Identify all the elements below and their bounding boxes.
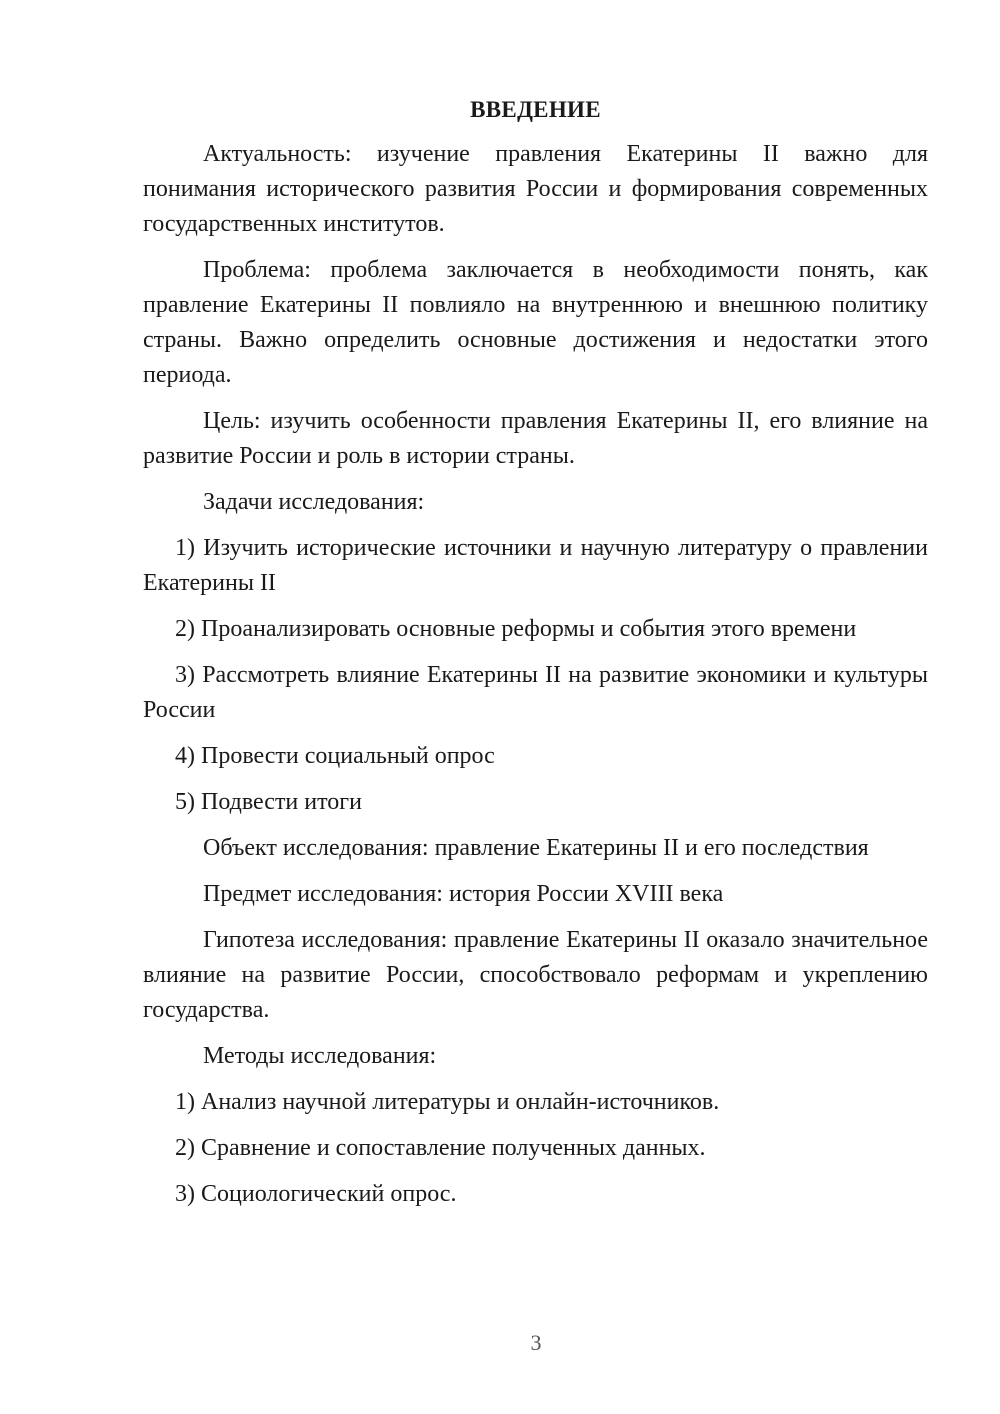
method-item-1: 1) Анализ научной литературы и онлайн-источников.: [175, 1089, 720, 1115]
task-item-3: 3) Рассмотреть влияние Екатерины II на развитие экономики и культуры России: [143, 662, 928, 723]
task-item-5: 5) Подвести итоги: [175, 789, 362, 815]
paragraph-goal: Цель: изучить особенности правления Екатерины II, его влияние на развитие России и роль в истории страны.: [143, 408, 928, 469]
task-item-4: 4) Провести социальный опрос: [175, 743, 495, 769]
document-page: [143, 92, 928, 1223]
paragraph-tasks-heading: Задачи исследования:: [203, 489, 425, 515]
task-item-2: 2) Проанализировать основные реформы и события этого времени: [175, 616, 857, 642]
paragraph-object: Объект исследования: правление Екатерины II и его последствия: [203, 835, 869, 861]
section-title: ВВЕДЕНИЕ: [470, 97, 601, 122]
paragraph-problem: Проблема: проблема заключается в необходимости понять, как правление Екатерины II повлияло на внутреннюю и внешнюю политику страны. Важно определить основные достижения и недостатки этого периода.: [143, 257, 928, 388]
method-item-2: 2) Сравнение и сопоставление полученных данных.: [175, 1135, 706, 1161]
method-item-3: 3) Социологический опрос.: [175, 1181, 457, 1207]
task-item-1: 1) Изучить исторические источники и научную литературу о правлении Екатерины II: [143, 535, 928, 596]
paragraph-subject: Предмет исследования: история России XVIII века: [203, 881, 724, 907]
page-number: 3: [530, 1330, 542, 1355]
paragraph-relevance: Актуальность: изучение правления Екатерины II важно для понимания исторического развития России и формирования современных государственных институтов.: [143, 141, 928, 237]
paragraph-hypothesis: Гипотеза исследования: правление Екатерины II оказало значительное влияние на развитие России, способствовало реформам и укреплению государства.: [143, 927, 928, 1023]
paragraph-methods-heading: Методы исследования:: [203, 1043, 437, 1069]
